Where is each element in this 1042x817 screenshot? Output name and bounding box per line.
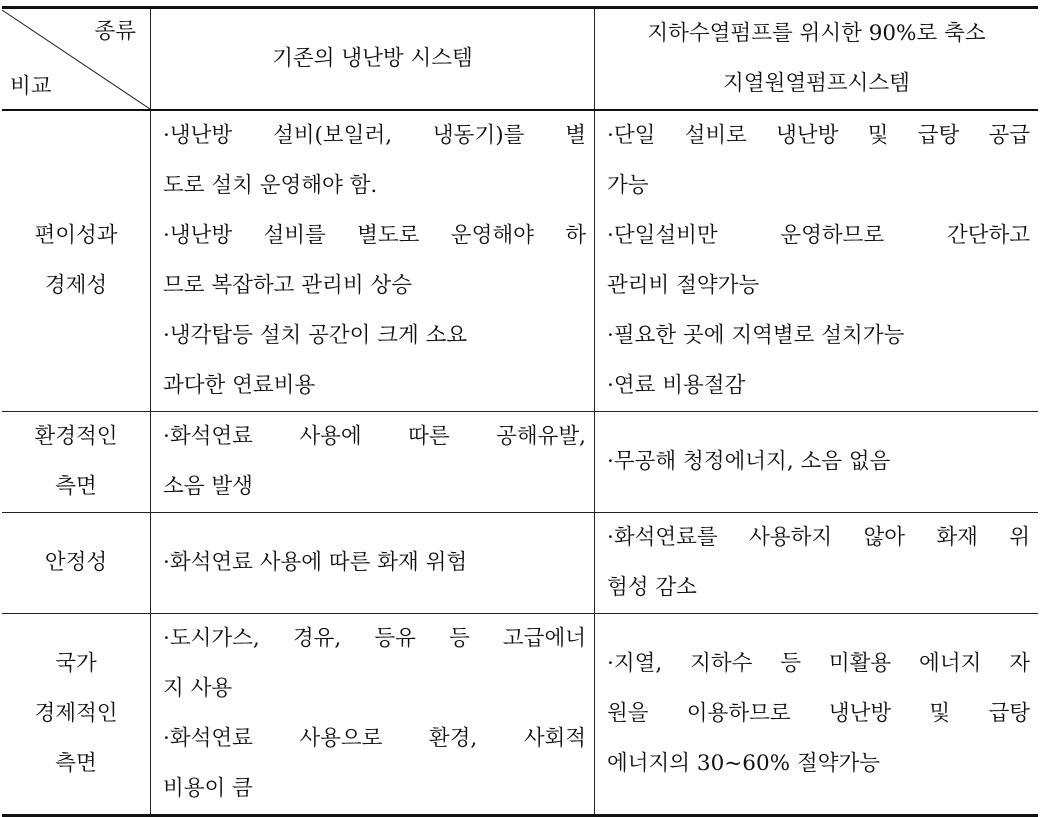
geothermal-cell: ·단일 설비로 냉난방 및 급탕 공급 가능 ·단일설비만 운영하므로 간단하고 관리비 절약가능 ·필요한 곳에 지역별로 설치가능 ·연료 비용절감 [607, 123, 1030, 398]
geothermal-cell: ·화석연료를 사용하지 않아 화재 위 험성 감소 [607, 525, 1030, 600]
existing-cell: ·화석연료 사용에 따른 공해유발, 소음 발생 [151, 412, 595, 513]
table-row [2, 412, 1038, 513]
existing-cell: ·냉난방 설비(보일러, 냉동기)를 별 도로 설치 운영해야 함. ·냉난방 설비를 별도로 운영해야 하 므로 복잡하고 관리비 상승 ·냉각탑등 설치 공간이 크게 소요 과다한 연료비용 [151, 110, 595, 412]
header-existing-system: 기존의 냉난방 시스템 [151, 8, 595, 111]
table-row [2, 614, 1038, 816]
geothermal-cell: ·무공해 청정에너지, 소음 없음 [607, 449, 891, 474]
corner-top-label: 종류 [94, 18, 136, 44]
header-geothermal-line1: 지하수열펌프를 위시한 90%로 축소 [647, 21, 986, 46]
comparison-table [2, 6, 1038, 817]
row-label: 국가 경제적인 측면 [2, 614, 151, 816]
corner-header-cell [2, 8, 151, 111]
row-label: 편이성과 경제성 [2, 110, 151, 412]
existing-cell: ·화석연료 사용에 따른 화재 위험 [151, 513, 595, 614]
geothermal-cell: ·지열, 지하수 등 미활용 에너지 자 원을 이용하므로 냉난방 및 급탕 에너지의 30~60% 절약가능 [607, 651, 1030, 776]
table-row [2, 110, 1038, 412]
table-row [2, 513, 1038, 614]
existing-cell: ·도시가스, 경유, 등유 등 고급에너 지 사용 ·화석연료 사용으로 환경, 사회적 비용이 큼 [151, 614, 595, 816]
corner-bottom-label: 비교 [10, 73, 52, 99]
header-row [2, 8, 1038, 111]
header-geothermal-system [595, 8, 1039, 111]
header-geothermal-line2: 지열원열펌프시스템 [723, 71, 910, 96]
row-label: 환경적인 측면 [2, 412, 151, 513]
row-label: 안정성 [2, 513, 151, 614]
